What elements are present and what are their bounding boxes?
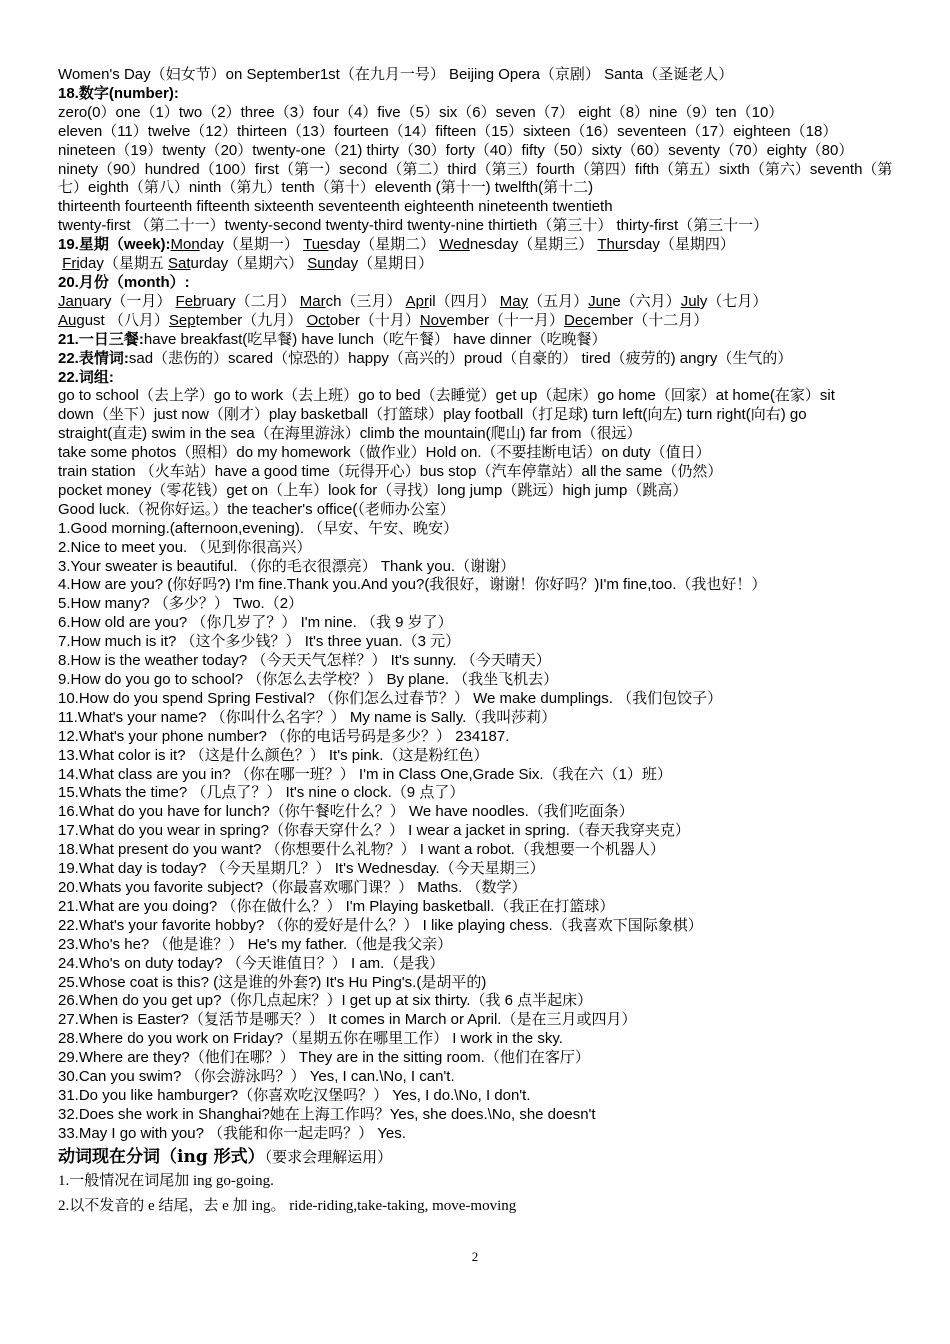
phrases-line: pocket money（零花钱）get on（上车）look for（寻找）long jump（跳远）high jump（跳高）: [58, 481, 688, 499]
meals-line: [58, 331, 908, 350]
page-number: 2: [471, 1249, 479, 1264]
dialogue-item: 23.Who's he? （他是谁？） He's my father.（他是我父亲）: [58, 935, 453, 953]
dialogue-item: 32.Does she work in Shanghai?她在上海工作吗？Yes, she does.\No, she doesn't: [58, 1105, 596, 1123]
month-rest: ust （八月）: [84, 311, 169, 329]
dialogue-item: 30.Can you swim? （你会游泳吗？） Yes, I can.\No, I can't.: [58, 1068, 455, 1086]
numbers-line: thirteenth fourteenth fifteenth sixteenth seventeenth eighteenth nineteenth twentieth: [58, 198, 613, 216]
phrases-line: straight(直走) swim in the sea（在海里游泳）climb the mountain(爬山) far from（很远）: [58, 425, 642, 443]
dialogue-item: 7.How much is it? （这个多少钱？） It's three yuan.（3 元）: [58, 633, 461, 651]
month-rest: ch（三月）: [325, 292, 406, 310]
dialogue-item: 25.Whose coat is this? (这是谁的外套?) It's Hu Ping's.(是胡平的): [58, 973, 487, 991]
day-abbr: Thur: [597, 236, 629, 254]
month-rest: ember（十二月）: [590, 311, 709, 329]
ing-title: 动词现在分词（ing 形式）: [58, 1146, 265, 1167]
dialogue-item: 29.Where are they?（他们在哪？） They are in the sitting room.（他们在客厅）: [58, 1049, 590, 1067]
month-abbr: Apr: [405, 292, 429, 310]
month-abbr: Mar: [299, 292, 326, 310]
dialogue-list: [58, 520, 908, 1144]
day-rest: nesday（星期三）: [469, 236, 598, 254]
numbers-line: nineteen（19）twenty（20）twenty-one（21) thirty（30）forty（40）fifty（50）sixty（60）seventy（70）eighty（80）: [58, 141, 854, 159]
dialogue-item: 28.Where do you work on Friday?（星期五你在哪里工作） I work in the sky.: [58, 1030, 563, 1048]
dialogue-item: 17.What do you wear in spring?（你春天穿什么？） I wear a jacket in spring.（春天我穿夹克）: [58, 822, 690, 840]
document-page: [58, 66, 908, 1219]
day-rest: day（星期五: [79, 255, 169, 273]
dialogue-item: 4.How are you? (你好吗?) I'm fine.Thank you.And you?(我很好，谢谢！你好吗？)I'm fine,too.（我也好！）: [58, 576, 767, 594]
meals-heading: 21.一日三餐:: [58, 330, 144, 348]
dialogue-item: 31.Do you like hamburger?（你喜欢吃汉堡吗？） Yes, I do.\No, I don't.: [58, 1086, 531, 1104]
dialogue-item: 2.Nice to meet you. （见到你很高兴）: [58, 538, 312, 556]
day-abbr: Wed: [439, 236, 470, 254]
phrases-block: [58, 387, 908, 519]
dialogue-item: 20.Whats you favorite subject?（你最喜欢哪门课？） Maths. （数学）: [58, 878, 527, 896]
phrases-heading: 22.词组:: [58, 368, 114, 386]
dialogue-item: 19.What day is today? （今天星期几？） It's Wednesday.（今天星期三）: [58, 860, 545, 878]
day-rest: day（星期一）: [199, 236, 304, 254]
ing-rule: 1.一般情况在词尾加 ing go-going.: [58, 1172, 274, 1189]
dialogue-item: 12.What's your phone number? （你的电话号码是多少？） 234187.: [58, 727, 510, 745]
dialogue-item: 21.What are you doing? （你在做什么？） I'm Playing basketball.（我正在打篮球）: [58, 897, 615, 915]
dialogue-item: 27.When is Easter?（复活节是哪天？） It comes in March or April.（是在三月或四月）: [58, 1011, 637, 1029]
month-rest: e（六月）: [612, 292, 681, 310]
numbers-line: eleven（11）twelve（12）thirteen（13）fourteen（14）fifteen（15）sixteen（16）seventeen（17）eighteen（18）: [58, 122, 838, 140]
dialogue-item: 10.How do you spend Spring Festival? （你们怎么过春节？） We make dumplings. （我们包饺子）: [58, 689, 723, 707]
phrases-line: take some photos（照相）do my homework（做作业）Hold on.（不要挂断电话）on duty（值日）: [58, 444, 711, 462]
month-abbr: Nov: [419, 311, 447, 329]
dialogue-item: 6.How old are you? （你几岁了？） I'm nine. （我 9 岁了）: [58, 614, 453, 632]
ing-rule: 2.以不发音的 e 结尾，去 e 加 ing。 ride-riding,take-taking, move-moving: [58, 1197, 517, 1214]
month-abbr: Jan: [58, 292, 83, 310]
ing-subtitle: （要求会理解运用）: [264, 1147, 393, 1166]
dialogue-item: 3.Your sweater is beautiful. （你的毛衣很漂亮） Thank you.（谢谢）: [58, 557, 516, 575]
holidays-line: Women's Day（妇女节）on September1st（在九月一号） Beijing Opera（京剧） Santa（圣诞老人）: [58, 66, 734, 83]
month-abbr: Sep: [168, 311, 196, 329]
month-rest: tember（九月）: [195, 311, 307, 329]
dialogue-item: 13.What color is it? （这是什么颜色？） It's pink.（这是粉红色）: [58, 746, 489, 764]
month-rest: ober（十月）: [329, 311, 420, 329]
dialogue-item: 18.What present do you want? （你想要什么礼物？） I want a robot.（我想要一个机器人）: [58, 841, 665, 859]
phrases-line: train station （火车站）have a good time（玩得开心）bus stop（汽车停靠站）all the same（仍然）: [58, 463, 723, 481]
month-rest: （五月）: [528, 292, 589, 310]
week-line-1: [58, 236, 908, 255]
ing-section-title: [58, 1145, 908, 1169]
dialogue-item: 1.Good morning.(afternoon,evening). （早安、午安、晚安）: [58, 519, 459, 537]
month-abbr: Jul: [680, 292, 700, 310]
dialogue-item: 5.How many? （多少？） Two.（2）: [58, 595, 304, 613]
dialogue-item: 16.What do you have for lunch?（你午餐吃什么？） We have noodles.（我们吃面条）: [58, 803, 634, 821]
week-line-2: [58, 255, 908, 274]
dialogue-item: 15.Whats the time? （几点了？） It's nine o clock.（9 点了）: [58, 784, 465, 802]
day-abbr: Mon: [170, 236, 200, 254]
day-abbr: Tue: [303, 236, 329, 254]
day-rest: sday（星期四）: [628, 236, 735, 254]
numbers-line: zero(0）one（1）two（2）three（3）four（4）five（5）six（6）seven（7） eight（8）nine（9）ten（10）: [58, 103, 784, 121]
moods-line: [58, 350, 908, 369]
day-rest: day（星期日）: [333, 255, 434, 273]
day-rest: sday（星期二）: [328, 236, 440, 254]
month-rest: y（七月）: [699, 292, 768, 310]
day-abbr: Fri: [62, 255, 80, 273]
day-rest: urday（星期六）: [190, 255, 308, 273]
numbers-line: twenty-first （第二十一）twenty-second twenty-third twenty-nine thirtieth（第三十） thirty-first（第三十一）: [58, 217, 769, 235]
month-abbr: Dec: [564, 311, 591, 329]
dialogue-item: 22.What's your favorite hobby? （你的爱好是什么？） I like playing chess.（我喜欢下国际象棋）: [58, 916, 703, 934]
numbers-heading: 18.数字(number):: [58, 84, 179, 102]
months-line-2: [58, 312, 908, 331]
dialogue-item: 24.Who's on duty today? （今天谁值日？） I am.（是我）: [58, 954, 445, 972]
numbers-block: [58, 104, 908, 236]
month-abbr: May: [499, 292, 529, 310]
phrases-line: Good luck.（祝你好运。）the teacher's office(（老师办公室）: [58, 500, 455, 518]
month-abbr: Feb: [175, 292, 202, 310]
day-abbr: Sat: [168, 255, 191, 273]
moods-heading: 22.表情词:: [58, 349, 129, 367]
week-heading: 19.星期（week):: [58, 236, 171, 254]
month-rest: il（四月）: [428, 292, 500, 310]
months-line-1: [58, 293, 908, 312]
dialogue-item: 9.How do you go to school? （你怎么去学校？） By plane. （我坐飞机去）: [58, 671, 559, 688]
dialogue-item: 26.When do you get up?（你几点起床？）I get up at six thirty.（我 6 点半起床）: [58, 992, 593, 1010]
numbers-line: 七）eighth（第八）ninth（第九）tenth（第十）eleventh (第十一) twelfth(第十二): [58, 179, 594, 197]
month-rest: ember（十一月）: [446, 311, 565, 329]
month-abbr: Jun: [588, 292, 613, 310]
meals-text: have breakfast(吃早餐) have lunch（吃午餐） have dinner（吃晚餐）: [143, 330, 607, 348]
month-abbr: Aug: [58, 311, 85, 329]
dialogue-item: 33.May I go with you? （我能和你一起走吗？） Yes.: [58, 1124, 406, 1142]
dialogue-item: 11.What's your name? （你叫什么名字？） My name is Sally.（我叫莎莉）: [58, 708, 557, 726]
month-abbr: Oct: [306, 311, 330, 329]
phrases-line: go to school（去上学）go to work（去上班）go to bed（去睡觉）get up（起床）go home（回家）at home(在家）sit: [58, 387, 835, 405]
moods-text: sad（悲伤的）scared（惊恐的）happy（高兴的）proud（自豪的） tired（疲劳的) angry（生气的）: [128, 349, 793, 367]
dialogue-item: 14.What class are you in? （你在哪一班？） I'm in Class One,Grade Six.（我在六（1）班）: [58, 765, 672, 783]
day-abbr: Sun: [307, 255, 334, 273]
numbers-line: ninety（90）hundred（100）first（第一）second（第二）third（第三）fourth（第四）fifth（第五）sixth（第六）seventh（第: [58, 160, 893, 178]
month-rest: uary（一月）: [82, 292, 176, 310]
month-rest: ruary（二月）: [201, 292, 300, 310]
phrases-line: down（坐下）just now（刚才）play basketball（打篮球）play football（打足球) turn left(向左) turn right(向右) go: [58, 406, 807, 424]
months-heading: 20.月份（month）:: [58, 273, 190, 291]
dialogue-item: 8.How is the weather today? （今天天气怎样？） It's sunny. （今天晴天）: [58, 652, 551, 670]
